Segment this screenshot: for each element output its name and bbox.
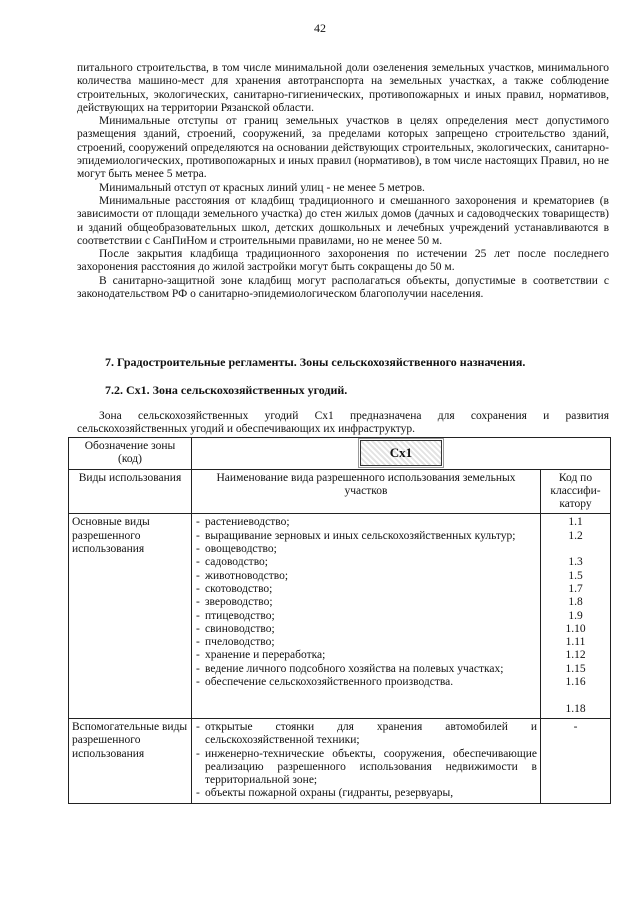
list-item: - ведение личного подсобного хозяйства на полевых участках; [195,663,537,676]
aux-uses-codes [541,718,611,803]
main-uses-list [195,516,537,689]
code-value: 1.5 [568,569,583,582]
main-uses-label: Основные виды разрешенного использования [69,514,192,718]
list-item: - инженерно-технические объекты, сооружения, обеспечивающие реализацию разрешенного использования недвижимости в территориальной зоне; [195,748,537,788]
section-heading: 7. Градостроительные регламенты. Зоны сельскохозяйственного назначения. [105,355,526,369]
body-text [77,62,609,301]
code-value: 1.7 [568,582,583,595]
list-item: - обеспечение сельскохозяйственного производства. [195,676,537,689]
code-value: 1.8 [568,596,583,609]
aux-uses-list [195,721,537,801]
list-item: - звероводство; [195,596,537,609]
table-row [69,514,611,718]
code-value: 1.18 [565,702,586,715]
paragraph: После закрытия кладбища традиционного захоронения по истечении 25 лет после последнего захоронения расстояния до жилой застройки могут быть сокращены до 50 м. [77,248,609,274]
column-header-types: Виды использования [69,469,192,514]
zone-intro: Зона сельскохозяйственных угодий Сх1 предназначена для сохранения и развития сельскохозяйственных угодий и обеспечивающих их инфраструктур. [77,410,609,436]
column-header-codes: Код по классифи-катору [541,469,611,514]
paragraph: Минимальные отступы от границ земельных участков в целях определения мест допустимого размещения зданий, строений, сооружений, за пределами которых запрещено строительство зданий, строений, сооружений определяются на основании действующих строительных, экологических, санитарно-эпидемиологических, противопожарных и иных правил (нормативов), в том числе настоящих Правил, но не могут быть менее 5 метра. [77,115,609,181]
aux-uses-cell [192,718,541,803]
list-item: - выращивание зерновых и иных сельскохозяйственных культур; [195,530,537,543]
code-value [544,689,607,702]
table-row [69,718,611,803]
code-value: 1.10 [565,622,586,635]
list-item: - скотоводство; [195,583,537,596]
paragraph: Минимальные расстояния от кладбищ традиционного и смешанного захоронения и крематориев (в зависимости от площади земельного участка) до стен жилых домов (дачных и садоводческих товариществ) и зданий общеобразовательных школ, детских дошкольных и лечебных учреждений устанавливаются в соответствии с СанПиНом и строительными правилами, но не менее 50 м. [77,194,609,247]
code-value: 1.3 [568,556,583,569]
subsection-heading: 7.2. Сх1. Зона сельскохозяйственных угодий. [105,383,348,397]
zone-code: Сх1 [360,440,442,466]
list-item: - овощеводство; [195,543,537,556]
code-value: 1.9 [568,609,583,622]
code-value: 1.15 [565,662,586,675]
aux-uses-label: Вспомогательные виды разрешенного использования [69,718,192,803]
main-uses-codes [541,514,611,718]
list-item: - объекты пожарной охраны (гидранты, резервуары, [195,787,537,800]
zone-table [68,437,611,804]
zone-label-cell: Обозначение зоны (код) [69,438,192,470]
code-value: 1.2 [568,529,583,542]
paragraph: Минимальный отступ от красных линий улиц - не менее 5 метров. [99,181,425,194]
list-item: - открытые стоянки для хранения автомобилей и сельскохозяйственной техники; [195,721,537,748]
code-value [544,543,607,556]
paragraph: питального строительства, в том числе минимальной доли озеленения земельных участков, минимального количества машино-мест для хранения автотранспорта на земельных участках, а также соблюдение строительных, экологических, санитарно-гигиенических, противопожарных и иных правил, нормативов, действующих на территории Рязанской области. [77,62,609,114]
list-item: - животноводство; [195,570,537,583]
code-value: - [573,720,578,733]
paragraph: В санитарно-защитной зоне кладбищ могут располагаться объекты, допустимые в соответствии с законодательством РФ о санитарно-эпидемиологическом благополучии населения. [77,274,609,301]
zone-code-cell [192,438,611,470]
code-value: 1.11 [565,636,586,649]
code-value: 1.1 [568,516,583,529]
table-header-row [69,469,611,514]
main-uses-cell [192,514,541,718]
list-item: - хранение и переработка; [195,649,537,662]
column-header-names: Наименование вида разрешенного использования земельных участков [192,469,541,514]
code-value: 1.12 [565,649,586,662]
code-value: 1.16 [565,676,586,689]
list-item: - растениеводство; [195,516,537,529]
table-row [69,438,611,470]
list-item: - птицеводство; [195,610,537,623]
page-number: 42 [314,21,326,35]
list-item: - садоводство; [195,556,537,569]
list-item: - свиноводство; [195,623,537,636]
list-item: - пчеловодство; [195,636,537,649]
